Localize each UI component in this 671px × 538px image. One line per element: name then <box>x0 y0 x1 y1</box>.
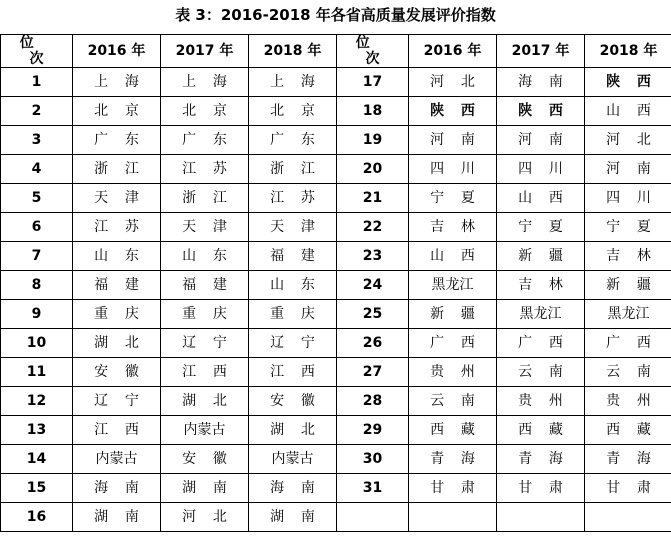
province-2018: 天津 <box>249 213 337 242</box>
province-2016-2: 青海 <box>409 445 497 474</box>
province-2016-2: 西藏 <box>409 416 497 445</box>
rank-cell: 5 <box>1 184 73 213</box>
rank-cell: 13 <box>1 416 73 445</box>
province-2018: 广东 <box>249 126 337 155</box>
rank-cell: 2 <box>1 97 73 126</box>
province-2018-2: 陕西 <box>585 68 671 97</box>
province-2017: 安徽 <box>161 445 249 474</box>
province-2017: 天津 <box>161 213 249 242</box>
table-row <box>1 474 671 503</box>
province-2018-2: 河南 <box>585 155 671 184</box>
province-2017: 内蒙古 <box>161 416 249 445</box>
province-2016-2: 陕西 <box>409 97 497 126</box>
province-2017: 福建 <box>161 271 249 300</box>
table-row <box>1 416 671 445</box>
table-row <box>1 68 671 97</box>
province-2017: 广东 <box>161 126 249 155</box>
province-2018: 北京 <box>249 97 337 126</box>
rank-cell-2 <box>337 503 409 532</box>
province-2016: 重庆 <box>73 300 161 329</box>
province-2017: 山东 <box>161 242 249 271</box>
rank-cell: 3 <box>1 126 73 155</box>
province-2018: 安徽 <box>249 387 337 416</box>
province-2016: 内蒙古 <box>73 445 161 474</box>
province-2017-2: 甘肃 <box>497 474 585 503</box>
province-2016-2: 吉林 <box>409 213 497 242</box>
province-2016-2: 广西 <box>409 329 497 358</box>
province-2016-2: 甘肃 <box>409 474 497 503</box>
rank-cell: 8 <box>1 271 73 300</box>
province-2018-2: 甘肃 <box>585 474 671 503</box>
header-2017: 2017 年 <box>161 35 249 68</box>
province-2017-2: 吉林 <box>497 271 585 300</box>
province-2017: 河北 <box>161 503 249 532</box>
rank-cell: 1 <box>1 68 73 97</box>
province-2016-2: 宁夏 <box>409 184 497 213</box>
province-2016: 山东 <box>73 242 161 271</box>
rank-cell-2: 18 <box>337 97 409 126</box>
province-2016: 湖南 <box>73 503 161 532</box>
rank-cell-2: 24 <box>337 271 409 300</box>
province-2017: 浙江 <box>161 184 249 213</box>
province-2016-2: 河北 <box>409 68 497 97</box>
rank-cell-2: 25 <box>337 300 409 329</box>
province-2017-2: 海南 <box>497 68 585 97</box>
table-row <box>1 445 671 474</box>
province-2016-2: 新疆 <box>409 300 497 329</box>
province-2016: 海南 <box>73 474 161 503</box>
province-2016-2: 云南 <box>409 387 497 416</box>
rank-cell-2: 30 <box>337 445 409 474</box>
rank-cell-2: 19 <box>337 126 409 155</box>
rank-cell: 12 <box>1 387 73 416</box>
province-2017-2: 广西 <box>497 329 585 358</box>
province-2018: 湖北 <box>249 416 337 445</box>
province-2018-2: 云南 <box>585 358 671 387</box>
province-2018-2: 广西 <box>585 329 671 358</box>
table-row <box>1 126 671 155</box>
table-row <box>1 329 671 358</box>
province-2017-2: 黑龙江 <box>497 300 585 329</box>
header-rank-2: 位 次 <box>337 35 409 68</box>
province-2018-2: 宁夏 <box>585 213 671 242</box>
rank-cell: 10 <box>1 329 73 358</box>
province-2016-2: 贵州 <box>409 358 497 387</box>
province-2017-2: 山西 <box>497 184 585 213</box>
province-2016: 天津 <box>73 184 161 213</box>
rank-cell: 15 <box>1 474 73 503</box>
province-2017-2: 西藏 <box>497 416 585 445</box>
rank-cell: 14 <box>1 445 73 474</box>
province-2017: 辽宁 <box>161 329 249 358</box>
table-row <box>1 97 671 126</box>
province-2018: 山东 <box>249 271 337 300</box>
province-2017-2: 河南 <box>497 126 585 155</box>
header-row <box>1 35 671 68</box>
table-row <box>1 271 671 300</box>
province-2018: 海南 <box>249 474 337 503</box>
province-2018: 浙江 <box>249 155 337 184</box>
province-2018-2: 河北 <box>585 126 671 155</box>
rank-cell: 4 <box>1 155 73 184</box>
province-2016: 广东 <box>73 126 161 155</box>
province-2017: 北京 <box>161 97 249 126</box>
province-2016: 浙江 <box>73 155 161 184</box>
province-2017-2: 陕西 <box>497 97 585 126</box>
province-2018-2: 青海 <box>585 445 671 474</box>
province-2017: 上海 <box>161 68 249 97</box>
province-2017-2: 宁夏 <box>497 213 585 242</box>
province-2018: 江苏 <box>249 184 337 213</box>
ranking-table <box>0 34 671 532</box>
table-body <box>1 68 671 532</box>
province-2017-2 <box>497 503 585 532</box>
province-2016: 辽宁 <box>73 387 161 416</box>
rank-cell-2: 26 <box>337 329 409 358</box>
province-2016-2: 四川 <box>409 155 497 184</box>
rank-cell-2: 31 <box>337 474 409 503</box>
province-2017-2: 新疆 <box>497 242 585 271</box>
province-2017: 湖南 <box>161 474 249 503</box>
province-2017: 江西 <box>161 358 249 387</box>
province-2017-2: 贵州 <box>497 387 585 416</box>
province-2018: 重庆 <box>249 300 337 329</box>
table-row <box>1 387 671 416</box>
header-2016-2: 2016 年 <box>409 35 497 68</box>
table-row <box>1 358 671 387</box>
province-2018: 辽宁 <box>249 329 337 358</box>
province-2017-2: 四川 <box>497 155 585 184</box>
rank-cell-2: 23 <box>337 242 409 271</box>
province-2016: 上海 <box>73 68 161 97</box>
rank-cell-2: 27 <box>337 358 409 387</box>
table-row <box>1 300 671 329</box>
province-2018-2: 山西 <box>585 97 671 126</box>
province-2018: 江西 <box>249 358 337 387</box>
rank-cell: 16 <box>1 503 73 532</box>
province-2018-2: 新疆 <box>585 271 671 300</box>
province-2016-2: 黑龙江 <box>409 271 497 300</box>
province-2016: 湖北 <box>73 329 161 358</box>
rank-cell-2: 20 <box>337 155 409 184</box>
table-row <box>1 242 671 271</box>
rank-cell: 6 <box>1 213 73 242</box>
province-2016: 福建 <box>73 271 161 300</box>
rank-cell-2: 29 <box>337 416 409 445</box>
province-2016-2 <box>409 503 497 532</box>
rank-cell-2: 22 <box>337 213 409 242</box>
rank-cell: 9 <box>1 300 73 329</box>
rank-cell-2: 17 <box>337 68 409 97</box>
table-row <box>1 184 671 213</box>
province-2017: 江苏 <box>161 155 249 184</box>
table-row <box>1 503 671 532</box>
province-2018: 湖南 <box>249 503 337 532</box>
rank-cell: 11 <box>1 358 73 387</box>
province-2018-2 <box>585 503 671 532</box>
province-2017-2: 青海 <box>497 445 585 474</box>
table-row <box>1 155 671 184</box>
province-2018-2: 四川 <box>585 184 671 213</box>
header-2018-2: 2018 年 <box>585 35 671 68</box>
province-2018: 内蒙古 <box>249 445 337 474</box>
header-2016: 2016 年 <box>73 35 161 68</box>
table-row <box>1 213 671 242</box>
province-2018-2: 吉林 <box>585 242 671 271</box>
rank-cell-2: 28 <box>337 387 409 416</box>
province-2018-2: 黑龙江 <box>585 300 671 329</box>
province-2017: 湖北 <box>161 387 249 416</box>
province-2018-2: 贵州 <box>585 387 671 416</box>
province-2016: 江西 <box>73 416 161 445</box>
rank-cell: 7 <box>1 242 73 271</box>
province-2018: 上海 <box>249 68 337 97</box>
header-rank: 位 次 <box>1 35 73 68</box>
province-2016: 北京 <box>73 97 161 126</box>
province-2017-2: 云南 <box>497 358 585 387</box>
header-2018: 2018 年 <box>249 35 337 68</box>
province-2016: 安徽 <box>73 358 161 387</box>
table-title: 表 3：2016-2018 年各省高质量发展评价指数 <box>175 6 496 24</box>
province-2016: 江苏 <box>73 213 161 242</box>
province-2016-2: 河南 <box>409 126 497 155</box>
province-2018-2: 西藏 <box>585 416 671 445</box>
rank-cell-2: 21 <box>337 184 409 213</box>
province-2017: 重庆 <box>161 300 249 329</box>
header-2017-2: 2017 年 <box>497 35 585 68</box>
province-2016-2: 山西 <box>409 242 497 271</box>
province-2018: 福建 <box>249 242 337 271</box>
